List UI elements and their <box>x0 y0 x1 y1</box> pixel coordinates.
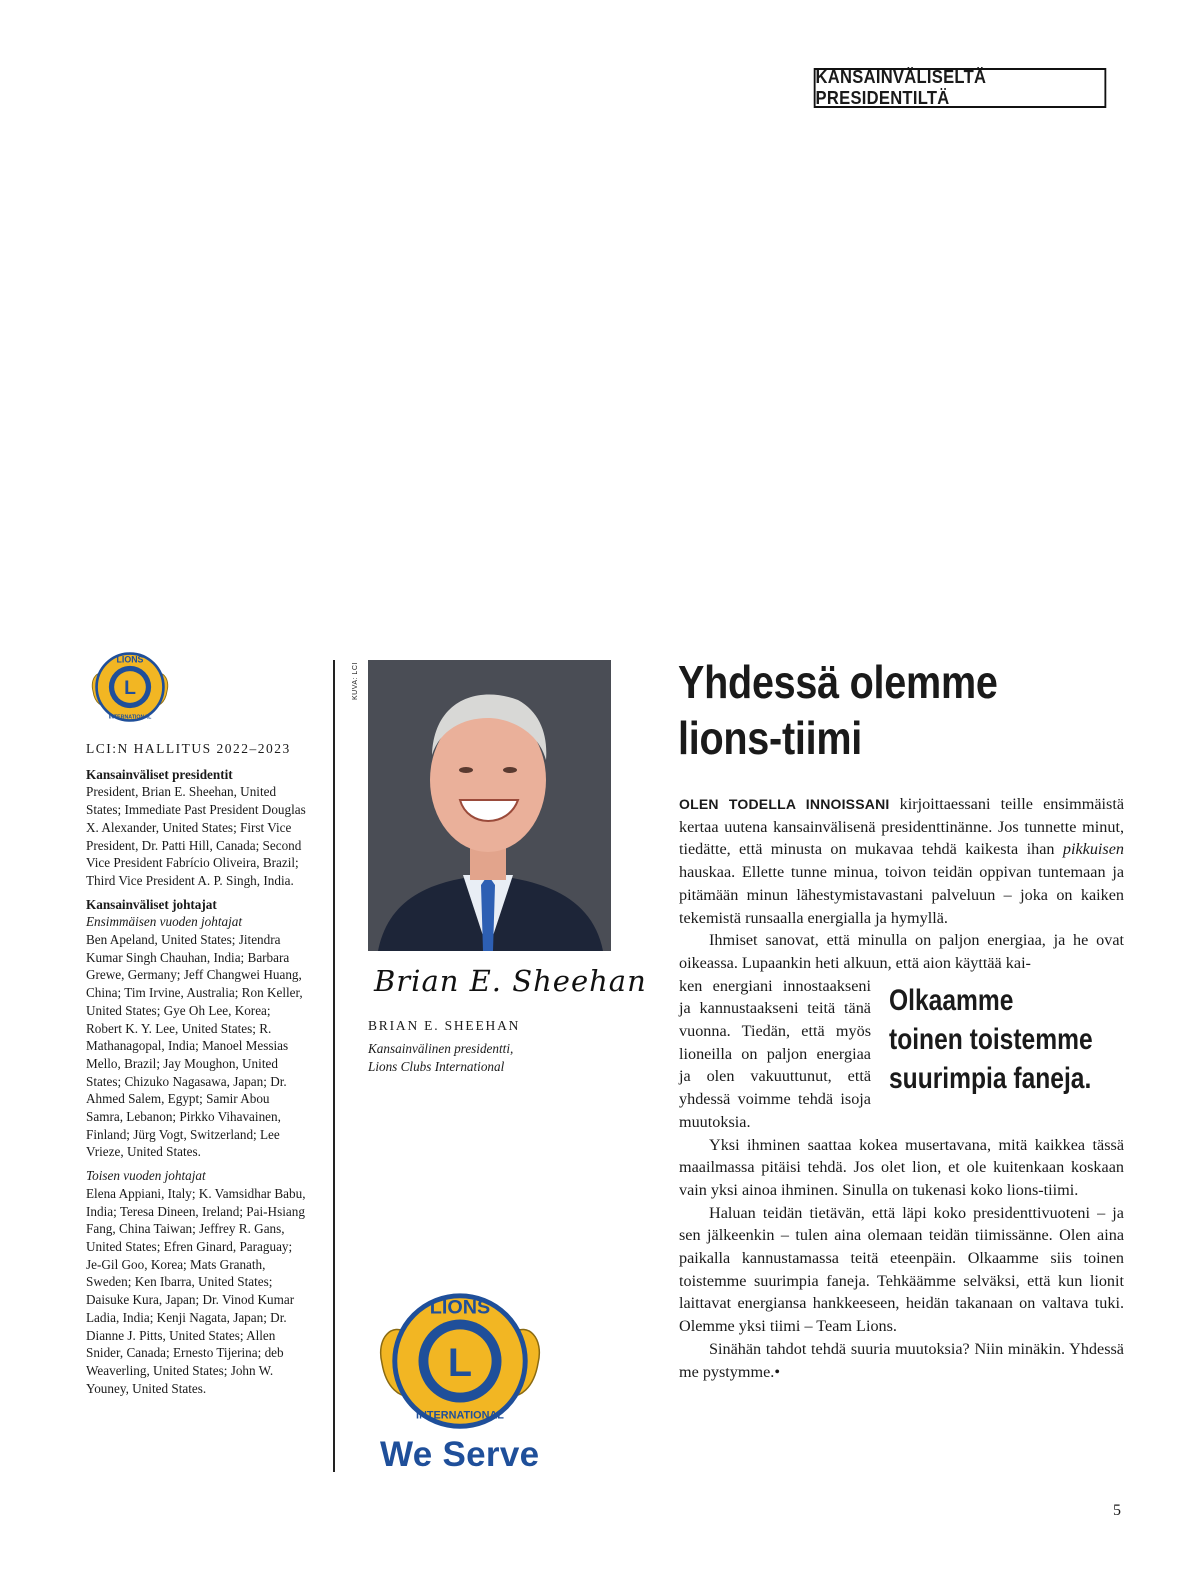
author-role-line2: Lions Clubs International <box>368 1059 505 1074</box>
article-paragraph-2b: ken energiani innostaakseni ja kannustaakseni teitä tänä vuonna. Tiedän, että myös lioneilla on paljon energiaa ja olen vakuuttunut, että yhdessä voimme tehdä isoja muutoksia. <box>679 976 871 1131</box>
board-list <box>86 740 308 1403</box>
author-role <box>368 1040 608 1076</box>
lions-logo-large-bottom-text: INTERNATIONAL <box>416 1409 504 1422</box>
lions-logo-large <box>376 1283 544 1443</box>
board-second-year <box>86 1167 308 1397</box>
article-headline-line1: Yhdessä olemme <box>678 656 998 708</box>
board-second-year-text: Elena Appiani, Italy; K. Vamsidhar Babu, India; Teresa Dineen, Ireland; Pai-Hsiang Fang, China Taiwan; Jeffrey R. Gans, United States; Efren Ginard, Paraguay; Je-Gil Goo, Korea; Mats Granath, Sweden; Ken Ibarra, United States; Daisuke Kura, Japan; Dr. Vinod Kumar Ladia, India; Kenji Nagata, Japan; Dr. Dianne J. Pitts, United States; Allen Snider, Canada; Ernesto Tijerina; deb Weaverling, United States; John W. Youney, United States. <box>86 1185 306 1396</box>
lions-logo-small-top-text: LIONS <box>116 654 144 665</box>
lions-logo-small-bottom-text: INTERNATIONAL <box>108 714 152 721</box>
section-tag: KANSAINVÄLISELTÄ PRESIDENTILTÄ <box>814 68 1107 108</box>
article-paragraph-1 <box>679 793 1124 929</box>
lions-logo-large-letter: L <box>447 1340 473 1385</box>
portrait-photo <box>368 660 611 951</box>
article-headline <box>678 654 1056 766</box>
signature: Brian E. Sheehan <box>374 964 647 998</box>
board-directors <box>86 896 308 1162</box>
photo-credit: KUVA: LCI <box>352 662 359 700</box>
board-title: LCI:N HALLITUS 2022–2023 <box>86 741 291 756</box>
board-presidents-text: President, Brian E. Sheehan, United States; Immediate Past President Douglas X. Alexander, United States; First Vice President, Dr. Patti Hill, Canada; Second Vice President Fabrício Oliveira, Brazil; Third Vice President A. P. Singh, India. <box>86 784 306 888</box>
article-paragraph-5: Sinähän tahdot tehdä suuria muutoksia? Niin minäkin. Yhdessä me pystymme.• <box>679 1339 1124 1381</box>
article-p1-emphasis: pikkuisen <box>1062 840 1124 859</box>
board-second-year-heading: Toisen vuoden johtajat <box>86 1168 206 1184</box>
pull-quote-line3: suurimpia faneja. <box>889 1061 1092 1095</box>
article-lead-caps: OLEN TODELLA INNOISSANI <box>679 796 890 812</box>
article-p1-part-b: hauskaa. Ellette tunne minua, toivon teidän oppivan tuntemaan ja pitämään minun lähestymistavastani palveluun – joka on kaiken tekemistä runsaalla energialla ja hymyllä. <box>679 863 1124 927</box>
article-p1-part-a: kirjoittaessani teille ensimmäistä kertaa uutena kansainvälisenä presidenttinänne. Jos tunnette minut, tiedätte, että minusta on mukavaa tehdä kaikesta ihan <box>679 795 1125 859</box>
author-name: BRIAN E. SHEEHAN <box>368 1018 521 1033</box>
pull-quote <box>889 981 1124 1098</box>
board-first-year-heading: Ensimmäisen vuoden johtajat <box>86 914 243 930</box>
pull-quote-line2: toinen toistemme <box>889 1022 1093 1056</box>
we-serve-tagline: We Serve <box>380 1435 540 1474</box>
article-headline-line2: lions-tiimi <box>678 712 862 764</box>
article-paragraph-2a: Ihmiset sanovat, että minulla on paljon energiaa, ja he ovat oikeassa. Lupaankin heti alkuun, että aion käyttää kai- <box>679 931 1124 972</box>
board-directors-heading: Kansainväliset johtajat <box>86 896 217 912</box>
article-paragraph-3: Yksi ihminen saattaa kokea musertavana, mitä kaikkea tässä maailmassa pitäisi tehdä. Jos olet lion, et ole kuitenkaan koskaan vain yksi ainoa ihminen. Sinulla on tukenasi koko lions-tiimi. <box>679 1135 1124 1199</box>
lions-logo-small-letter: L <box>124 677 136 700</box>
article-body <box>679 793 1124 1383</box>
board-first-year-text: Ben Apeland, United States; Jitendra Kumar Singh Chauhan, India; Barbara Grewe, Germany; Jeff Changwei Huang, China; Tim Irvine, Australia; Ron Keller, United States; Gye Oh Lee, Korea; Robert K. Y. Lee, United States; R. Mathanagopal, India; Manoel Messias Mello, Brazil; Jay Moughon, United States; Chizuko Nagasawa, Japan; Dr. Ahmed Salem, Egypt; Samir Abou Samra, Lebanon; Pirkko Vihavainen, Finland; Jürg Vogt, Switzerland; Lee Vrieze, United States. <box>86 932 303 1160</box>
board-presidents-heading: Kansainväliset presidentit <box>86 766 233 782</box>
article-paragraph-4: Haluan teidän tietävän, että läpi koko presidenttivuoteni – ja sen jälkeenkin – tulen aina olemaan teidän tiimissänne. Olen aina paikalla kannustamassa teitä eteenpäin. Olkaamme siis toinen toistemme suurimpia faneja. Tehkäämme selväksi, että kun lionit laittavat energiansa hankkeeseen, heidän takanaan on valtava tuki. Olemme yksi tiimi – Team Lions. <box>679 1203 1124 1336</box>
column-divider <box>333 660 335 1472</box>
page-number: 5 <box>1113 1502 1121 1519</box>
pull-quote-line1: Olkaamme <box>889 983 1014 1017</box>
lions-logo-large-top-text: LIONS <box>429 1296 491 1319</box>
lions-logo-small <box>86 643 174 731</box>
board-presidents <box>86 766 308 890</box>
author-role-line1: Kansainvälinen presidentti, <box>368 1041 514 1056</box>
